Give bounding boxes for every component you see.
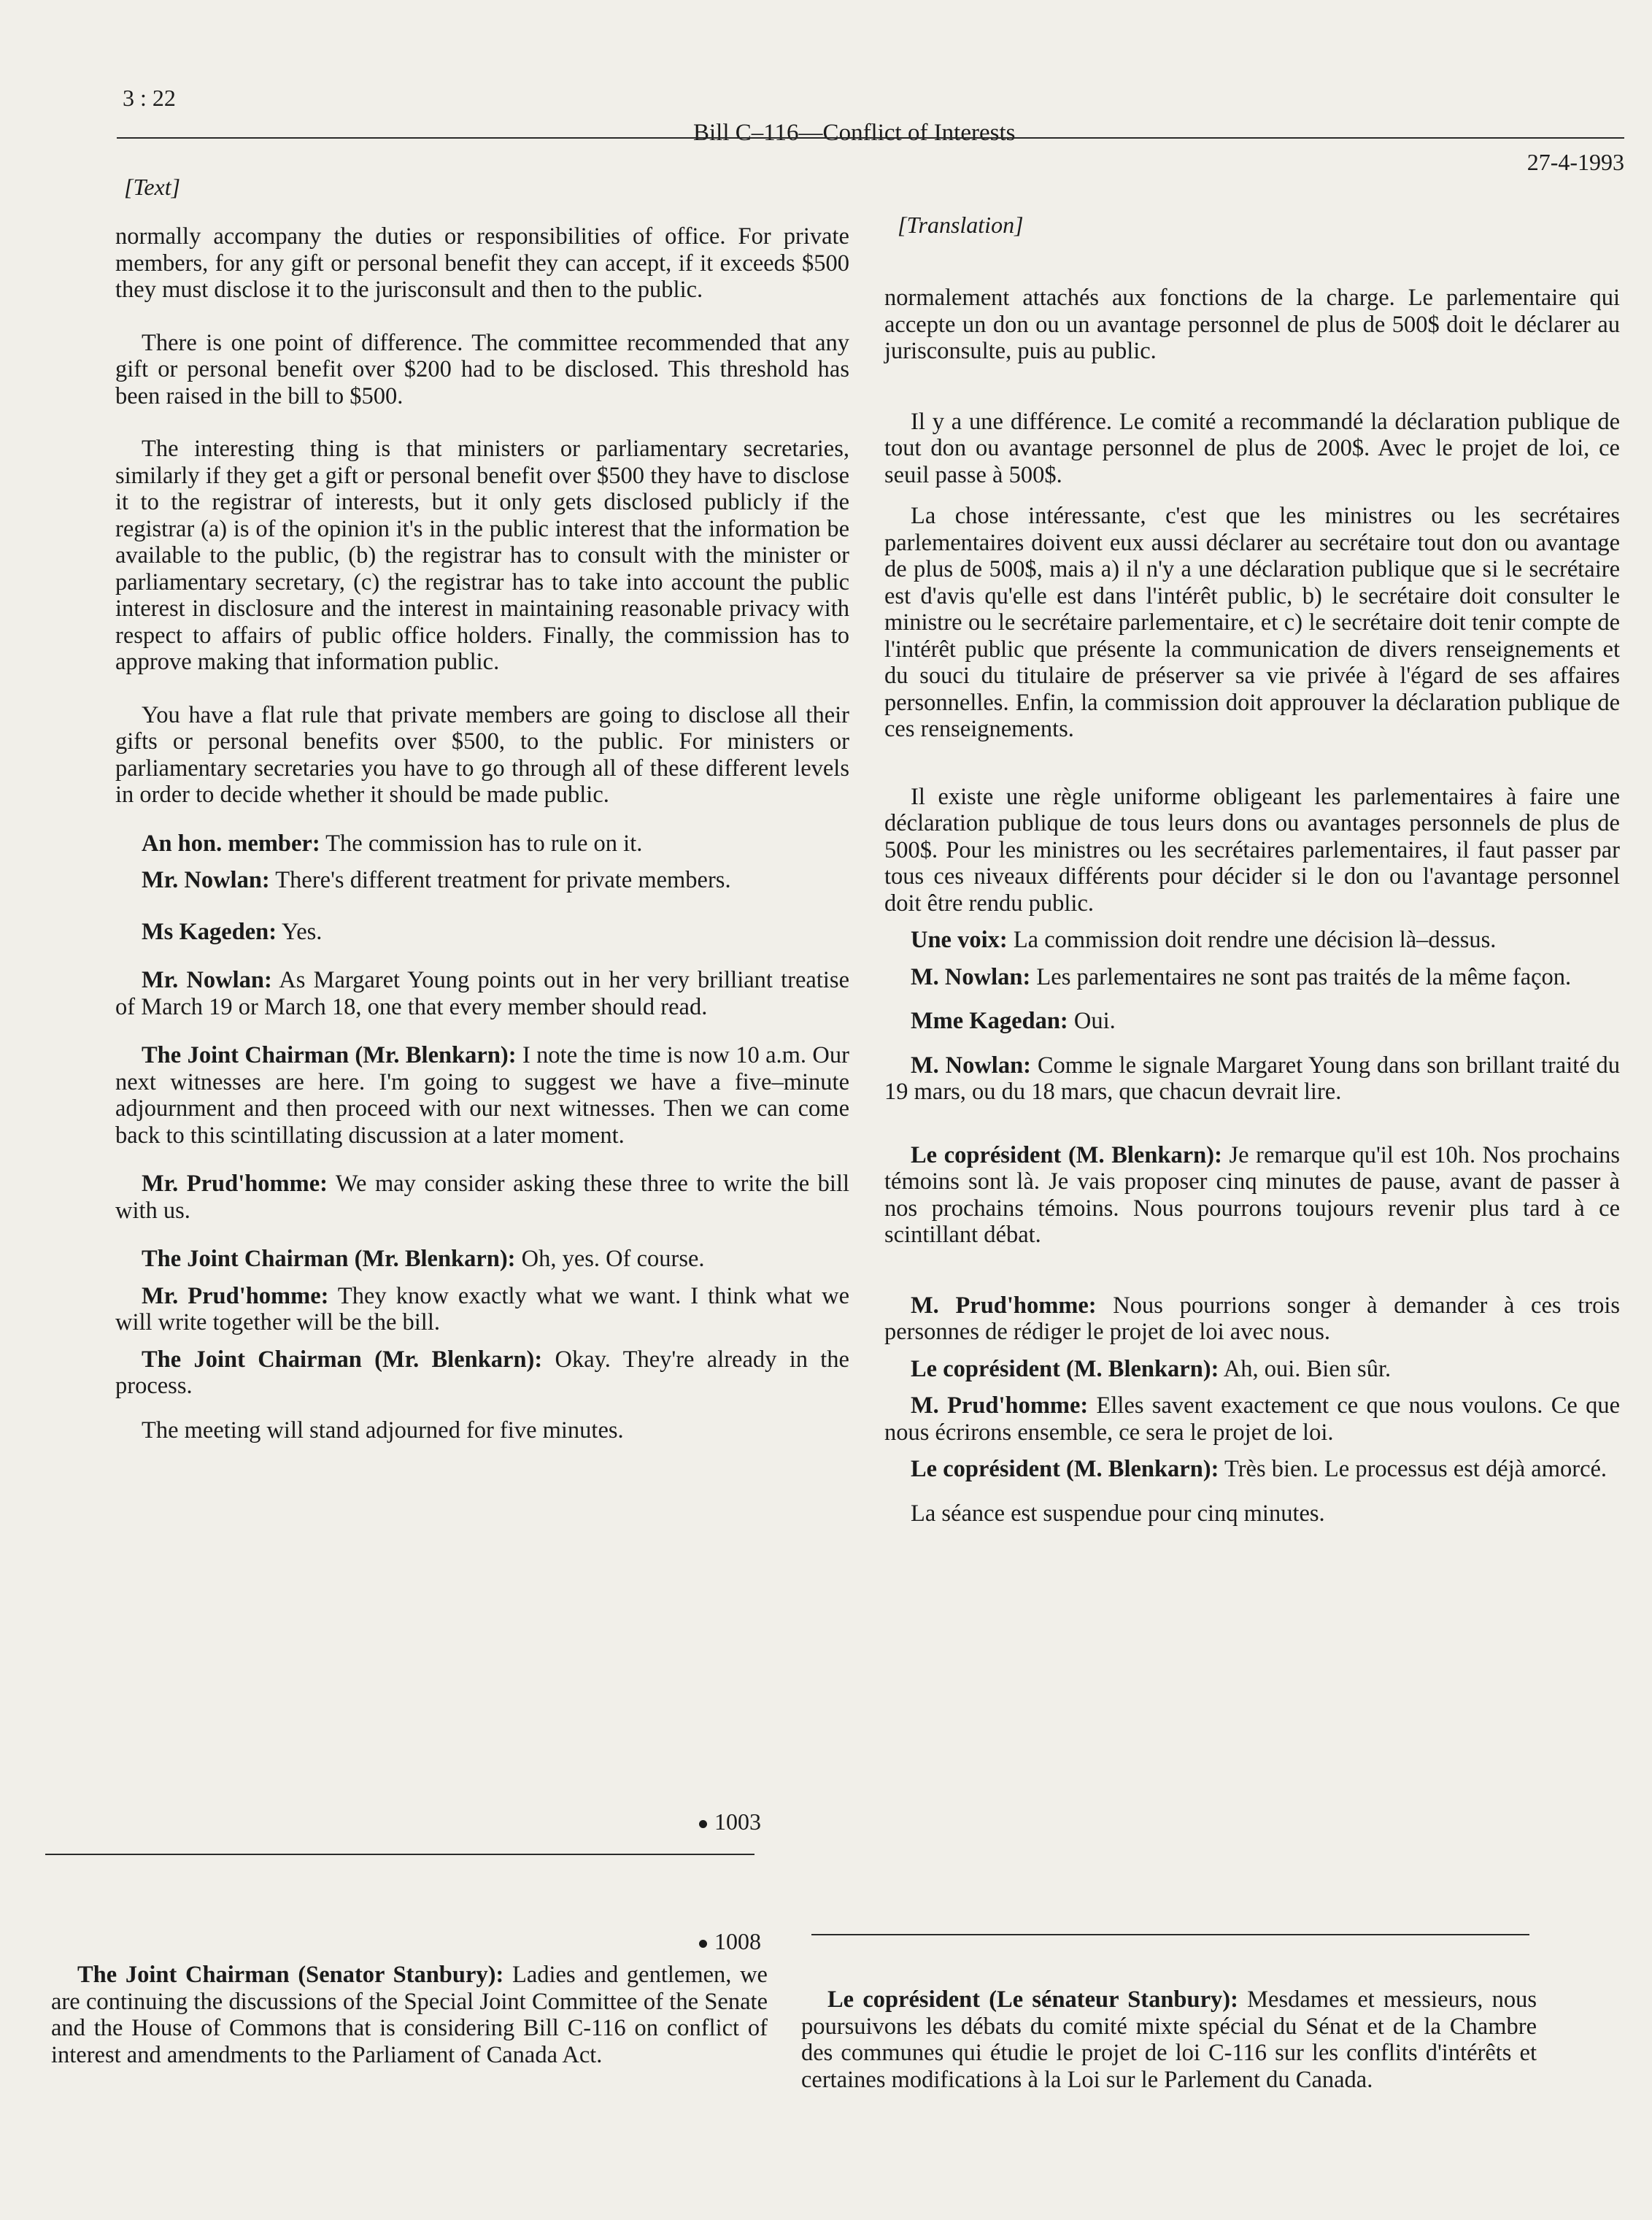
speech-text: The commission has to rule on it. <box>320 830 643 857</box>
speech-text: Okay. They're already in the process. <box>115 1346 849 1399</box>
bullet-icon <box>699 1940 707 1948</box>
time-marker <box>699 1928 761 1955</box>
speech-text: I note the time is now 10 a.m. Our next witnesses are here. I'm going to suggest we have a five–minute adjournment and then proceed with our next witnesses. Then we can come back to this scintillating discussion at a later moment. <box>115 1042 849 1149</box>
speech <box>884 927 1620 954</box>
speech-text: Je remarque qu'il est 10h. Nos prochains témoins sont là. Je vais proposer cinq minutes de pause, avant de passer à nos prochains témoins. Nous pourrons toujours revenir plus tard à ce scintillant débat. <box>884 1141 1620 1248</box>
speaker-name: Le coprésident (M. Blenkarn): <box>911 1456 1219 1482</box>
right-column <box>884 285 1620 1527</box>
right-paragraph: Il y a une différence. Le comité a recommandé la déclaration publique de tout don ou avantage personnel de plus de 200$. Avec le projet de loi, ce seuil passe à 500$. <box>884 408 1620 488</box>
speech <box>884 1052 1620 1106</box>
speech <box>115 867 849 894</box>
speaker-name: Le coprésident (M. Blenkarn): <box>911 1355 1219 1382</box>
speech-text: Ladies and gentlemen, we are continuing the discussions of the Special Joint Committee of the Senate and the House of Commons that is considering Bill C-116 on conflict of interest and amendments to the Parliament of Canada Act. <box>51 1962 768 2068</box>
speaker-name: Mme Kagedan: <box>911 1008 1068 1034</box>
speech-text: As Margaret Young points out in her very brilliant treatise of March 19 or March 18, one that every member should read. <box>115 967 849 1020</box>
speech-text: Très bien. Le processus est déjà amorcé. <box>1219 1456 1607 1482</box>
speech <box>115 1346 849 1400</box>
speaker-name: Mr. Nowlan: <box>142 967 272 993</box>
speech <box>115 830 849 857</box>
right-column-bottom <box>801 1986 1537 2093</box>
left-column-bottom <box>51 1962 768 2068</box>
time-marker-label: 1008 <box>714 1928 761 1954</box>
speech-text: Les parlementaires ne sont pas traités de la même façon. <box>1030 963 1572 990</box>
speech-text: We may consider asking these three to write the bill with us. <box>115 1171 849 1224</box>
speech-text: They know exactly what we want. I think what we will write together will be the bill. <box>115 1282 849 1336</box>
speaker-name: An hon. member: <box>142 830 320 857</box>
speech <box>115 919 849 946</box>
speaker-name: The Joint Chairman (Senator Stanbury): <box>77 1962 504 1988</box>
right-paragraph: La chose intéressante, c'est que les ministres ou les secrétaires parlementaires doivent eux aussi déclarer au secrétaire tout don ou avantage de plus de 500$, mais a) il n'y a une déclaration publique que si le secrétaire est d'avis qu'elle est dans l'intérêt public, b) le secrétaire doit consulter le ministre ou le secrétaire parlementaire, et c) le secrétaire doit tenir compte de l'intérêt public que présente la communication de divers renseignements et du souci du titulaire de préserver sa vie privée à l'égard de ses affaires personnelles. Enfin, la commission doit approuver la déclaration publique de ces renseignements. <box>884 503 1620 742</box>
speech-text: There's different treatment for private members. <box>269 867 731 893</box>
speech <box>884 1456 1620 1483</box>
speaker-name: Mr. Prud'homme: <box>142 1282 329 1309</box>
speech-text: La commission doit rendre une décision là–dessus. <box>1007 927 1497 953</box>
right-paragraph: La séance est suspendue pour cinq minutes. <box>911 1500 1325 1527</box>
speaker-name: Mr. Prud'homme: <box>142 1171 328 1197</box>
page-date: 27-4-1993 <box>1526 149 1624 175</box>
speaker-name: M. Nowlan: <box>911 1052 1031 1079</box>
speaker-name: Ms Kageden: <box>142 918 277 945</box>
speech-text: Mesdames et messieurs, nous poursuivons les débats du comité mixte spécial du Sénat et de la Chambre des communes qui étudie le projet de loi C-116 sur les conflits d'intérêts et certaines modifications à la Loi sur le Parlement du Canada. <box>801 1986 1537 2093</box>
speaker-name: The Joint Chairman (Mr. Blenkarn): <box>142 1346 543 1373</box>
speech <box>884 1142 1620 1249</box>
speech <box>884 1392 1620 1446</box>
translation-tag: [Translation] <box>898 212 1024 238</box>
left-paragraph: The interesting thing is that ministers or parliamentary secretaries, similarly if they get a gift or personal benefit over $500 they have to disclose it to the registrar of interests, but it only gets disclosed publicly if the registrar (a) is of the opinion it's in the public interest that the information be available to the public, (b) the registrar has to consult with the minister or parliamentary secretary, (c) the registrar has to take into account the public interest in disclosure and the interest in maintaining reasonable privacy with respect to affairs of public office holders. Finally, the commission has to approve making that information public. <box>115 436 849 675</box>
left-paragraph: There is one point of difference. The committee recommended that any gift or personal benefit over $200 had to be disclosed. This threshold has been raised in the bill to $500. <box>115 329 849 409</box>
speech <box>115 1042 849 1149</box>
left-paragraph: The meeting will stand adjourned for five minutes. <box>142 1417 624 1444</box>
right-paragraph: Il existe une règle uniforme obligeant les parlementaires à faire une déclaration publique de tous leurs dons ou avantages personnels de plus de 500$. Pour les ministres ou les secrétaires parlementaires, il faut passer par tous ces niveaux différents pour décider si le don ou l'avantage personnel doit être rendu public. <box>884 783 1620 917</box>
speaker-name: Une voix: <box>911 927 1008 953</box>
left-paragraph: normally accompany the duties or responsibilities of office. For private members, for any gift or personal benefit they can accept, if it exceeds $500 they must disclose it to the jurisconsult and then to the public. <box>115 223 849 303</box>
speaker-name: M. Prud'homme: <box>911 1392 1089 1419</box>
speech-text: Ah, oui. Bien sûr. <box>1219 1355 1392 1382</box>
time-marker <box>699 1808 761 1835</box>
speech-text: Comme le signale Margaret Young dans son brillant traité du 19 mars, ou du 18 mars, que chacun devrait lire. <box>884 1052 1621 1105</box>
speech <box>115 967 849 1020</box>
left-paragraph: You have a flat rule that private members are going to disclose all their gifts or personal benefits over $500, to the public. For ministers or parliamentary secretaries you have to go through all of these different levels in order to decide whether it should be made public. <box>115 701 849 808</box>
speech-text: Yes. <box>277 918 323 945</box>
speech-text: Oh, yes. Of course. <box>515 1246 705 1272</box>
section-divider <box>811 1934 1529 1935</box>
speech <box>115 1246 849 1273</box>
speech <box>115 1171 849 1224</box>
speaker-name: M. Nowlan: <box>911 963 1031 990</box>
page-number: 3 : 22 <box>123 85 176 111</box>
time-marker-label: 1003 <box>714 1808 761 1835</box>
left-column <box>115 223 849 1444</box>
speech-text: Nous pourrions songer à demander à ces trois personnes de rédiger le projet de loi avec nous. <box>884 1292 1620 1345</box>
speech <box>884 1008 1620 1035</box>
bullet-icon <box>699 1820 707 1828</box>
speech-text: Oui. <box>1068 1008 1116 1034</box>
text-tag: [Text] <box>124 174 181 200</box>
speaker-name: M. Prud'homme: <box>911 1292 1097 1319</box>
header-rule <box>117 137 1624 139</box>
speaker-name: The Joint Chairman (Mr. Blenkarn): <box>142 1246 516 1272</box>
section-divider <box>45 1854 754 1855</box>
speech <box>884 1356 1620 1383</box>
speaker-name: Mr. Nowlan: <box>142 867 270 893</box>
speech <box>115 1283 849 1336</box>
speech <box>51 1962 768 2068</box>
right-paragraph: normalement attachés aux fonctions de la charge. Le parlementaire qui accepte un don ou un avantage personnel de plus de 500$ doit le déclarer au jurisconsulte, puis au public. <box>884 285 1620 364</box>
page-title: Bill C–116—Conflict of Interests <box>693 120 1016 146</box>
speaker-name: The Joint Chairman (Mr. Blenkarn): <box>142 1042 517 1068</box>
speech <box>884 964 1620 991</box>
speaker-name: Le coprésident (M. Blenkarn): <box>911 1141 1222 1168</box>
speech-text: Elles savent exactement ce que nous voulons. Ce que nous écrirons ensemble, ce sera le projet de loi. <box>884 1392 1620 1446</box>
speaker-name: Le coprésident (Le sénateur Stanbury): <box>827 1986 1238 2013</box>
speech <box>801 1986 1537 2093</box>
speech <box>884 1292 1620 1346</box>
